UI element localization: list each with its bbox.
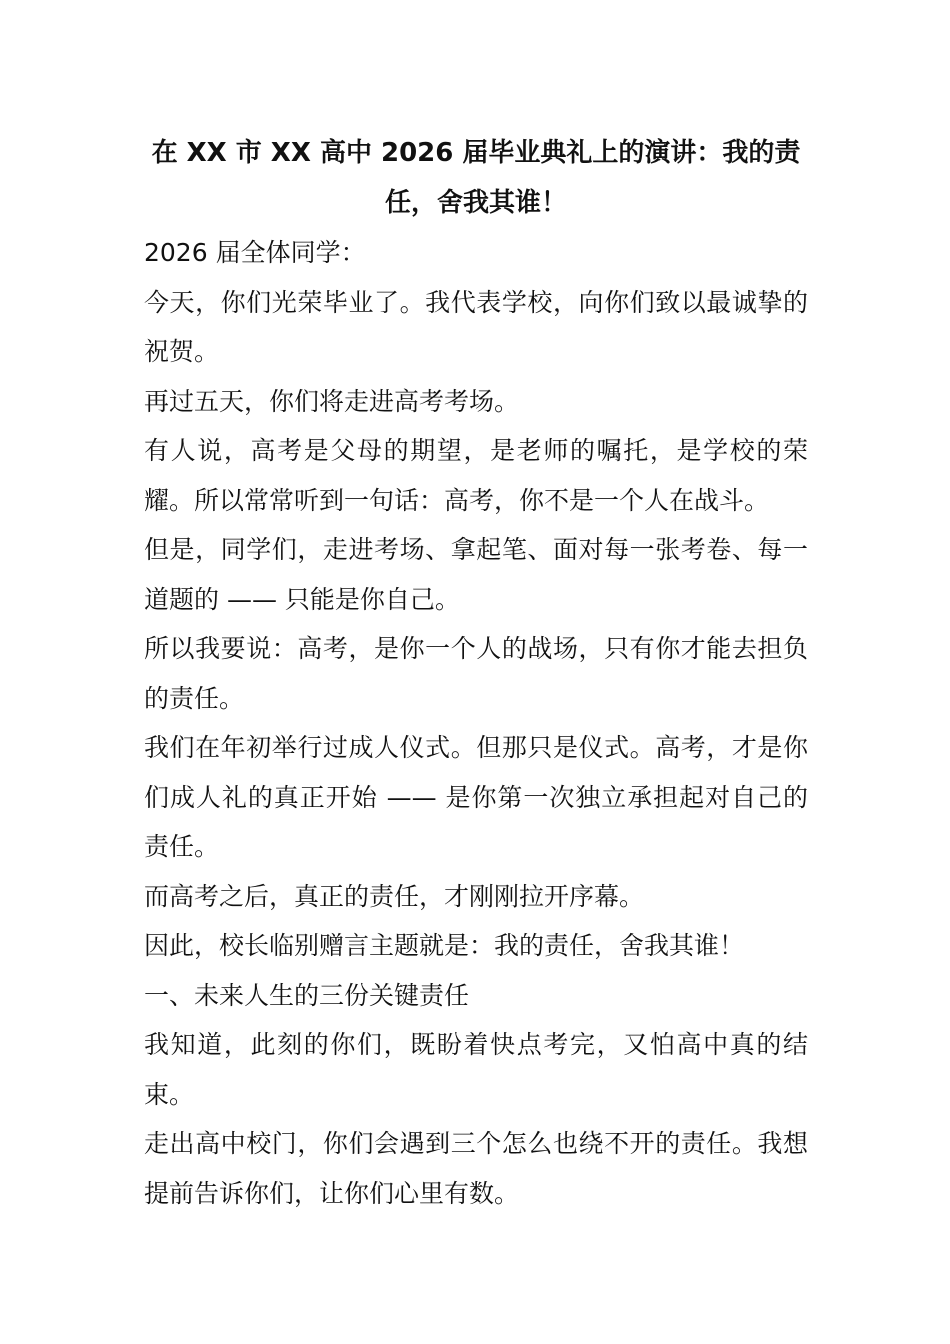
paragraph-after-exam: 而高考之后，真正的责任，才刚刚拉开序幕。 xyxy=(144,881,645,911)
paragraph-expectations: 有人说，高考是父母的期望，是老师的嘱托，是学校的荣耀。所以常常听到一句话：高考，你不是一个人在战斗。 xyxy=(144,436,808,515)
paragraph-theme: 因此，校长临别赠言主题就是：我的责任，舍我其谁！ xyxy=(144,931,745,960)
paragraph-salutation: 2026 届全体同学： xyxy=(144,238,366,267)
section-heading-three-responsibilities: 一、未来人生的三份关键责任 xyxy=(144,980,470,1010)
paragraph-your-battlefield: 所以我要说：高考，是你一个人的战场，只有你才能去担负的责任。 xyxy=(144,634,808,713)
paragraph-congratulations: 今天，你们光荣毕业了。我代表学校，向你们致以最诚挚的祝贺。 xyxy=(144,287,808,366)
paragraph-i-know: 我知道，此刻的你们，既盼着快点考完，又怕高中真的结束。 xyxy=(144,1030,808,1109)
document-body xyxy=(144,128,808,1218)
paragraph-coming-of-age: 我们在年初举行过成人仪式。但那只是仪式。高考，才是你们成人礼的真正开始 —— 是你第一次独立承担起对自己的责任。 xyxy=(144,733,808,861)
paragraph-only-yourself: 但是，同学们，走进考场、拿起笔、面对每一张考卷、每一道题的 —— 只能是你自己。 xyxy=(144,535,808,614)
speech-title: 在 XX 市 XX 高中 2026 届毕业典礼上的演讲：我的责任，舍我其谁！ xyxy=(151,138,801,218)
paragraph-five-days: 再过五天，你们将走进高考考场。 xyxy=(144,386,520,416)
paragraph-three-responsibilities: 走出高中校门，你们会遇到三个怎么也绕不开的责任。我想提前告诉你们，让你们心里有数。 xyxy=(144,1129,808,1208)
